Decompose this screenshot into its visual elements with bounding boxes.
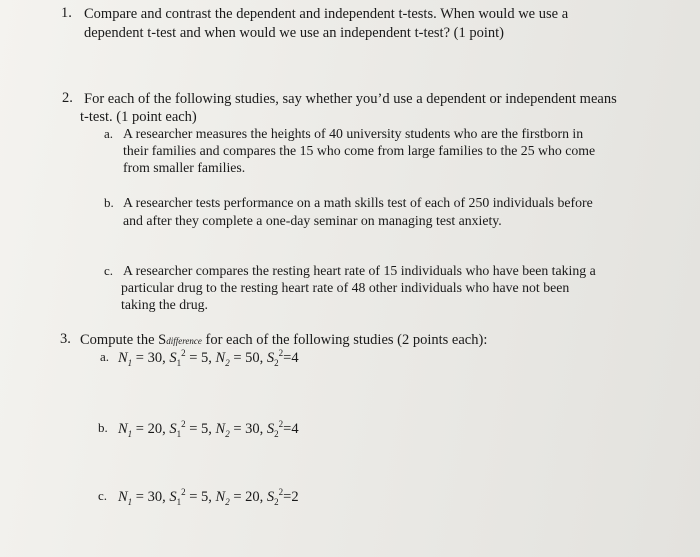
question-2c-line-1: A researcher compares the resting heart rate of 15 individuals who have been taking a — [123, 263, 596, 278]
question-2a-line-3: from smaller families. — [123, 160, 246, 175]
question-2a-label: a. — [104, 126, 114, 141]
question-3c-n1: 30 — [147, 489, 163, 505]
question-2-number: 2. — [62, 90, 73, 106]
question-3-prefix: Compute the S — [80, 332, 167, 348]
question-2b-line-1: A researcher tests performance on a math skills test of each of 250 individuals before — [123, 195, 593, 210]
question-3-subscript: difference — [166, 336, 202, 346]
question-2-line-2: t-test. (1 point each) — [80, 109, 197, 125]
question-3-number: 3. — [60, 331, 71, 347]
question-3-prompt — [80, 331, 487, 351]
question-3a-formula: $N_1 = 30$, $S_1^2 = 5$, $N_2 = 50$, $S_2^2=4$ — [118, 348, 299, 368]
question-3a-label: a. — [100, 349, 110, 364]
question-3a-s1: 5 — [201, 350, 209, 366]
question-3b-s2: 4 — [291, 421, 299, 437]
question-1-line-2: dependent t-test and when would we use an independent t-test? (1 point) — [84, 25, 504, 41]
question-2a-line-1: A researcher measures the heights of 40 university students who are the firstborn in — [123, 126, 584, 141]
question-2c-line-2: particular drug to the resting heart rate of 48 other individuals who have not been — [121, 280, 570, 295]
question-1-number: 1. — [61, 5, 72, 21]
question-2c-label: c. — [104, 263, 114, 278]
question-3c-label: c. — [98, 488, 108, 503]
question-3b-n1: 20 — [147, 421, 163, 437]
question-3c-s2: 2 — [291, 489, 299, 505]
question-2-line-1: For each of the following studies, say whether you’d use a dependent or independent means — [84, 91, 617, 107]
question-3b-formula: $N_1 = 20$, $S_1^2 = 5$, $N_2 = 30$, $S_2^2=4$ — [118, 419, 299, 439]
question-3c-formula: $N_1 = 30$, $S_1^2 = 5$, $N_2 = 20$, $S_2^2=2$ — [118, 487, 299, 507]
question-2c-line-3: taking the drug. — [121, 297, 208, 312]
question-3-suffix: for each of the following studies (2 points each): — [201, 332, 488, 348]
question-3a-s2: 4 — [291, 350, 299, 366]
question-3a-n1: 30 — [147, 350, 163, 366]
question-3a-n2: 50 — [245, 350, 260, 366]
question-2b-line-2: and after they complete a one-day seminar on managing test anxiety. — [123, 213, 502, 228]
question-2b-label: b. — [104, 195, 114, 210]
question-3b-s1: 5 — [201, 421, 209, 437]
question-1-line-1: Compare and contrast the dependent and independent t-tests. When would we use a — [84, 6, 569, 22]
question-3c-n2: 20 — [245, 489, 260, 505]
question-3b-n2: 30 — [245, 421, 260, 437]
question-2a-line-2: their families and compares the 15 who come from large families to the 25 who come — [123, 143, 596, 158]
question-3c-s1: 5 — [201, 489, 209, 505]
question-3b-label: b. — [98, 420, 108, 435]
